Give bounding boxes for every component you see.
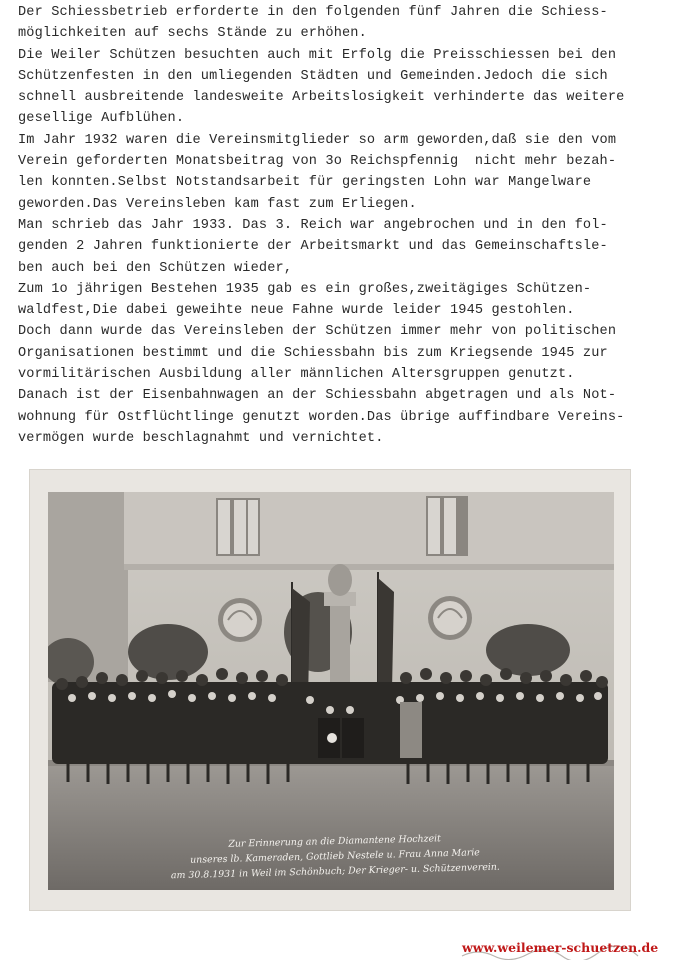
text-line: Organisationen bestimmt und die Schiessbahn bis zum Kriegsende 1945 zur xyxy=(18,345,608,361)
text-line: genden 2 Jahren funktionierte der Arbeitsmarkt und das Gemeinschaftsle- xyxy=(18,239,608,255)
text-line: Zum 1o jährigen Bestehen 1935 gab es ein großes,zweitägiges Schützen- xyxy=(18,281,592,297)
text-line: Verein geforderten Monatsbeitrag von 3o Reichspfennig nicht mehr bezah- xyxy=(18,154,617,170)
text-line: schnell ausbreitende landesweite Arbeitslosigkeit verhinderte das weitere xyxy=(18,90,625,106)
text-line: Man schrieb das Jahr 1933. Das 3. Reich war angebrochen und in den fol- xyxy=(18,217,608,233)
text-line: ben auch bei den Schützen wieder, xyxy=(18,260,293,276)
text-line: vermögen wurde beschlagnahmt und vernichtet. xyxy=(18,430,384,446)
caption-line: unseres lb. Kameraden, Gottlieb Nestele u. Frau Anna Marie xyxy=(190,847,480,866)
caption-line: Zur Erinnerung an die Diamantene Hochzeit xyxy=(228,833,441,850)
text-line: geworden.Das Vereinsleben kam fast zum Erliegen. xyxy=(18,196,417,212)
article-text xyxy=(18,2,670,449)
text-line: wohnung für Ostflüchtlinge genutzt worden.Das übrige auffindbare Vereins- xyxy=(18,409,625,425)
text-line: Die Weiler Schützen besuchten auch mit Erfolg die Preisschiessen bei den xyxy=(18,47,617,63)
text-line: len konnten.Selbst Notstandsarbeit für geringsten Lohn war Mangelware xyxy=(18,175,592,191)
text-line: Schützenfesten in den umliegenden Städten und Gemeinden.Jedoch die sich xyxy=(18,68,608,84)
text-line: Doch dann wurde das Vereinsleben der Schützen immer mehr von politischen xyxy=(18,324,617,340)
text-line: Danach ist der Eisenbahnwagen an der Schiessbahn abgetragen und als Not- xyxy=(18,388,617,404)
caption-line: am 30.8.1931 in Weil im Schönbuch; Der Krieger- u. Schützenverein. xyxy=(170,861,500,882)
text-line: waldfest,Die dabei geweihte neue Fahne wurde leider 1945 gestohlen. xyxy=(18,303,575,319)
text-line: möglichkeiten auf sechs Stände zu erhöhen. xyxy=(18,26,367,42)
text-line: gesellige Aufblühen. xyxy=(18,111,185,127)
website-watermark: www.weilemer-schuetzen.de xyxy=(462,940,659,955)
text-line: vormilitärischen Ausbildung aller männlichen Altersgruppen genutzt. xyxy=(18,367,575,383)
text-line: Im Jahr 1932 waren die Vereinsmitglieder so arm geworden,daß sie den vom xyxy=(18,132,617,148)
text-line: Der Schiessbetrieb erforderte in den folgenden fünf Jahren die Schiess- xyxy=(18,5,608,20)
historic-photo-card xyxy=(30,470,630,910)
